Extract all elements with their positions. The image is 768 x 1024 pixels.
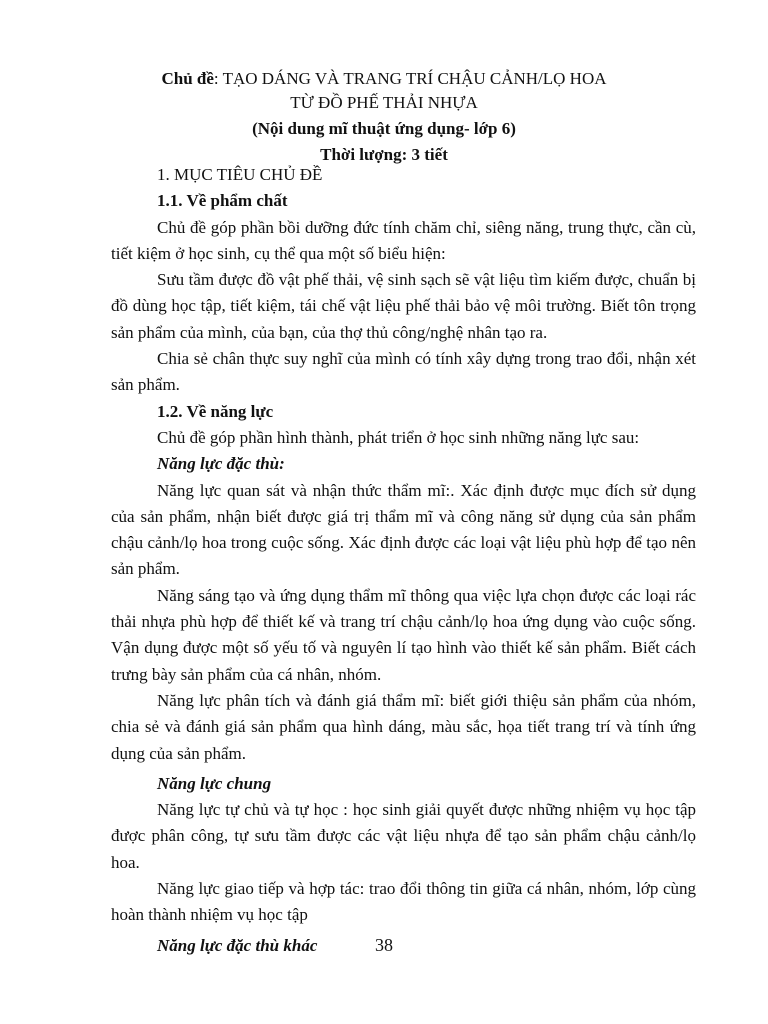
paragraph: Năng lực tự chủ và tự học : học sinh giải quyết được những nhiệm vụ học tập được phân công, tự sưu tầm được các vật liệu nhựa để tạo sản phẩm chậu cảnh/lọ hoa. <box>111 800 696 872</box>
section-heading-qualities: 1.1. Về phẩm chất <box>157 191 288 211</box>
topic-title-line-2: TỪ ĐỒ PHẾ THẢI NHỰA <box>290 93 478 112</box>
paragraph: Sưu tầm được đồ vật phế thải, vệ sinh sạch sẽ vật liệu tìm kiếm được, chuẩn bị đồ dùng học tập, tiết kiệm, tái chế vật liệu phế thải bảo vệ môi trường. Biết tôn trọng sản phẩm của mình, của bạn, của thợ thủ công/nghệ nhân tạo ra. <box>111 270 696 342</box>
topic-title-text: : TẠO DÁNG VÀ TRANG TRÍ CHẬU CẢNH/LỌ HOA <box>213 69 607 88</box>
document-body <box>111 162 696 959</box>
paragraph: Năng lực phân tích và đánh giá thẩm mĩ: biết giới thiệu sản phẩm của nhóm, chia sẻ và đánh giá sản phẩm qua hình dáng, màu sắc, họa tiết trang trí và tính ứng dụng của sản phẩm. <box>111 690 696 763</box>
topic-duration: Thời lượng: 3 tiết <box>320 145 448 164</box>
paragraph: Năng sáng tạo và ứng dụng thẩm mĩ thông qua việc lựa chọn được các loại rác thải nhựa phù hợp để thiết kế và trang trí chậu cảnh/lọ hoa ứng dụng vào cuộc sống. Vận dụng được một số yếu tố và nguyên lí tạo hình vào thiết kế sản phẩm. Biết cách trưng bày sản phẩm của cá nhân, nhóm. <box>111 585 696 684</box>
paragraph: Chủ đề góp phần bồi dưỡng đức tính chăm chỉ, siêng năng, trung thực, cần cù, tiết kiệm ở học sinh, cụ thể qua một số biểu hiện: <box>111 217 696 263</box>
paragraph: Chủ đề góp phần hình thành, phát triển ở học sinh những năng lực sau: <box>157 427 640 447</box>
subheading-other-competencies: Năng lực đặc thù khác <box>157 935 318 955</box>
section-heading-competencies: 1.2. Về năng lực <box>157 401 274 421</box>
page-number: 38 <box>375 935 393 955</box>
topic-subtitle: (Nội dung mĩ thuật ứng dụng- lớp 6) <box>252 119 516 138</box>
paragraph: Năng lực giao tiếp và hợp tác: trao đổi thông tin giữa cá nhân, nhóm, lớp cùng hoàn thành nhiệm vụ học tập <box>111 879 696 925</box>
topic-title-line-1 <box>0 66 768 92</box>
paragraph: Chia sẻ chân thực suy nghĩ của mình có tính xây dựng trong trao đổi, nhận xét sản phẩm. <box>111 349 696 395</box>
paragraph: Năng lực quan sát và nhận thức thẩm mĩ:. Xác định được mục đích sử dụng của sản phẩm, nhận biết được giá trị thẩm mĩ và công năng sử dụng của sản phẩm chậu cảnh/lọ hoa trong cuộc sống. Xác định được các loại vật liệu phù hợp để tạo nên sản phẩm. <box>111 480 696 579</box>
section-heading-objectives: 1. MỤC TIÊU CHỦ ĐỀ <box>157 165 323 184</box>
subheading-general-competencies: Năng lực chung <box>157 773 272 793</box>
topic-label: Chủ đề <box>161 69 214 88</box>
subheading-specific-competencies: Năng lực đặc thù: <box>157 454 285 474</box>
